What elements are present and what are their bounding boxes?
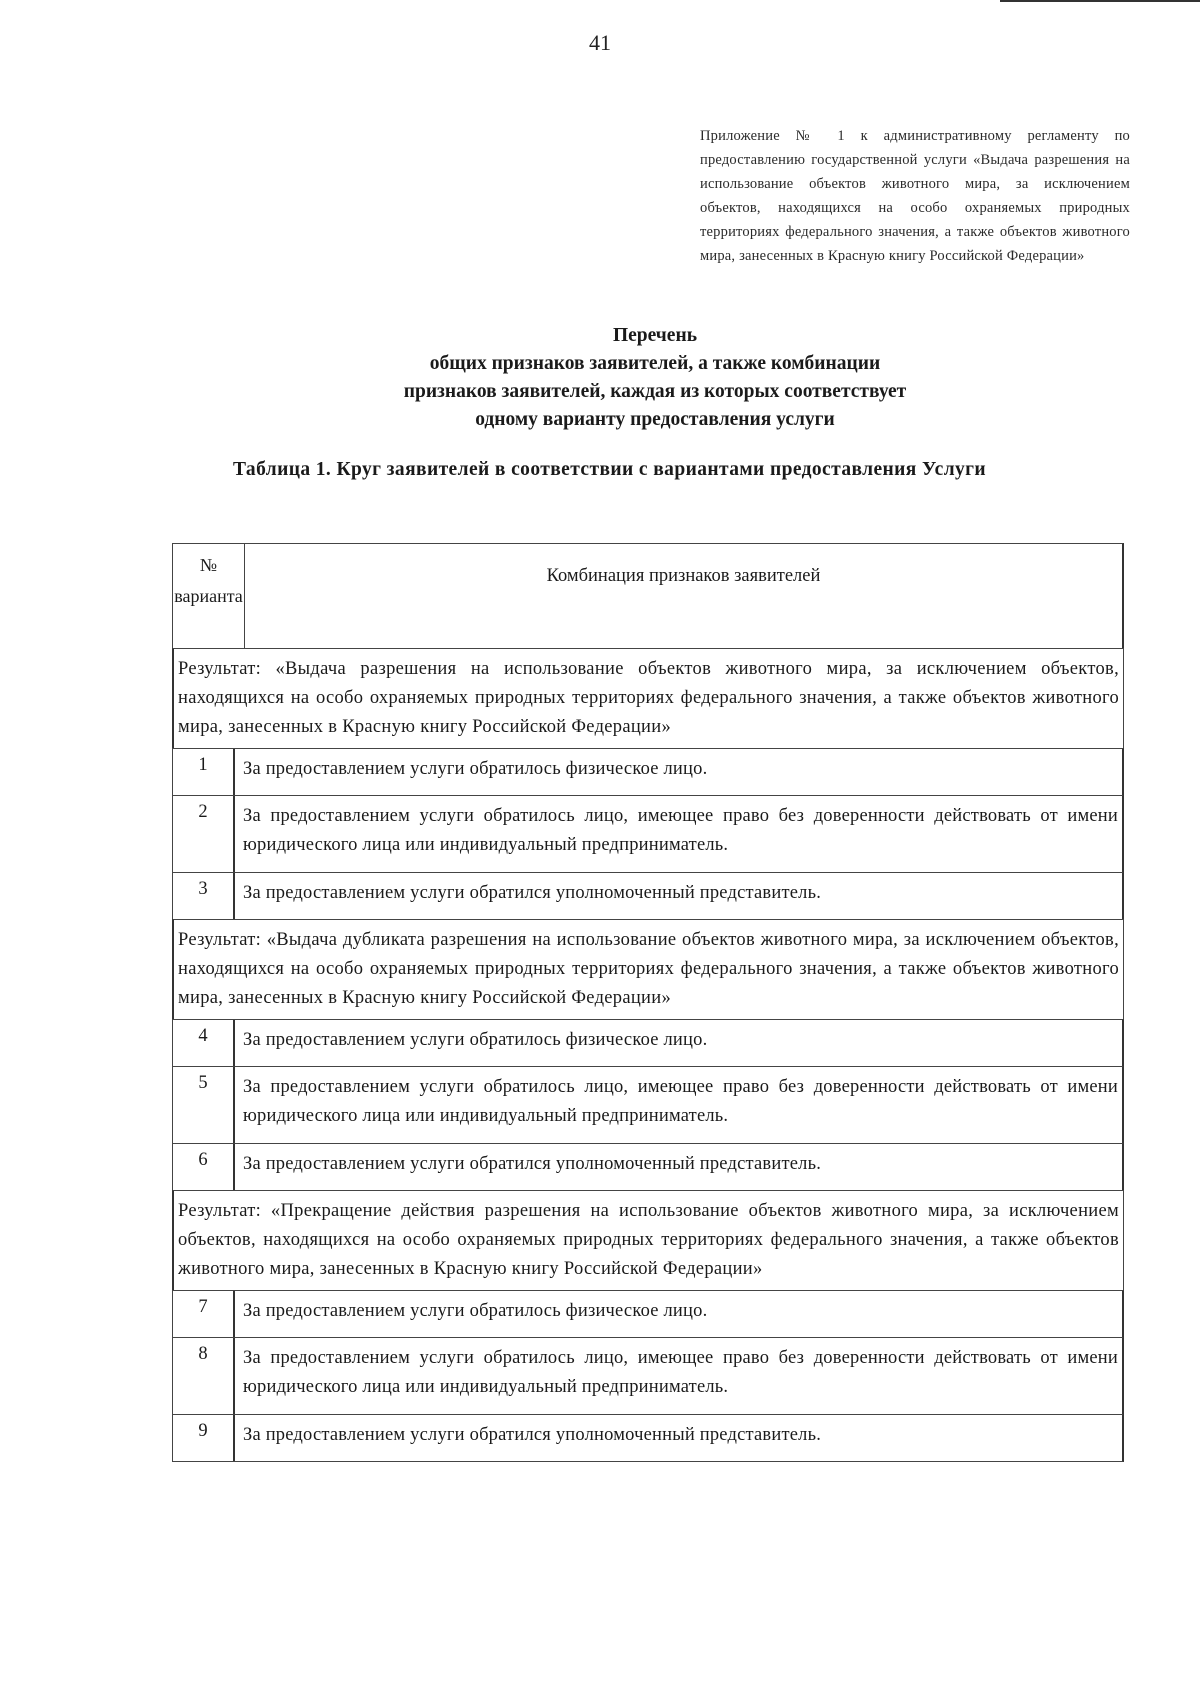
table-row (172, 1290, 1124, 1337)
table-row (172, 1143, 1124, 1190)
result-row-2: Результат: «Выдача дубликата разрешения на использование объектов животного мира, за исключением объектов, находящихся на особо охраняемых природных территориях федерального значения, а также объектов животного мира, занесенных в Красную книгу Российской Федерации» (172, 919, 1124, 1019)
table-row (172, 872, 1124, 919)
variant-number: 9 (173, 1415, 235, 1461)
table-row (172, 1337, 1124, 1414)
heading-line-4: одному варианту предоставления услуги (475, 409, 835, 430)
result-row-1: Результат: «Выдача разрешения на использование объектов животного мира, за исключением объектов, находящихся на особо охраняемых природных территориях федерального значения, а также объектов животного мира, занесенных в Красную книгу Российской Федерации» (172, 648, 1124, 748)
table-row (172, 795, 1124, 872)
table-header-row (172, 543, 1124, 648)
table-row (172, 748, 1124, 795)
variant-number: 1 (173, 749, 235, 795)
variant-number: 8 (173, 1338, 235, 1414)
header-combination: Комбинация признаков заявителей (546, 566, 821, 586)
table-caption: Таблица 1. Круг заявителей в соответствии с вариантами предоставления Услуги (233, 459, 987, 480)
variant-number: 7 (173, 1291, 235, 1337)
variant-text: За предоставлением услуги обратился уполномоченный представитель. (243, 883, 822, 903)
top-edge-rule (1000, 0, 1200, 2)
variant-text: За предоставлением услуги обратилось физическое лицо. (243, 1301, 708, 1321)
applicants-table (172, 543, 1124, 1462)
variant-text: За предоставлением услуги обратилось лицо, имеющее право без доверенности действовать от имени юридического лица или индивидуальный предприниматель. (243, 1077, 1118, 1126)
variant-number: 4 (173, 1020, 235, 1066)
variant-text: За предоставлением услуги обратилось физическое лицо. (243, 759, 708, 779)
heading-line-2: общих признаков заявителей, а также комбинации (429, 353, 881, 374)
variant-number: 5 (173, 1067, 235, 1143)
document-heading (200, 322, 1110, 434)
header-variant-number: № варианта (173, 544, 245, 648)
variant-number: 3 (173, 873, 235, 919)
variant-text: За предоставлением услуги обратилось физическое лицо. (243, 1030, 708, 1050)
variant-text: За предоставлением услуги обратился уполномоченный представитель. (243, 1154, 822, 1174)
variant-text: За предоставлением услуги обратилось лицо, имеющее право без доверенности действовать от имени юридического лица или индивидуальный предприниматель. (243, 1348, 1118, 1397)
page-number: 41 (589, 30, 611, 55)
variant-number: 6 (173, 1144, 235, 1190)
table-row (172, 1066, 1124, 1143)
variant-number: 2 (173, 796, 235, 872)
heading-line-1: Перечень (612, 325, 698, 346)
variant-text: За предоставлением услуги обратился уполномоченный представитель. (243, 1425, 822, 1445)
variant-text: За предоставлением услуги обратилось лицо, имеющее право без доверенности действовать от имени юридического лица или индивидуальный предприниматель. (243, 806, 1118, 855)
table-row (172, 1414, 1124, 1462)
annex-note: Приложение № 1 к административному регламенту по предоставлению государственной услуги «Выдача разрешения на использование объектов животного мира, за исключением объектов, находящихся на особо охраняемых природных территориях федерального значения, а также объектов животного мира, занесенных в Красную книгу Российской Федерации» (700, 128, 1130, 264)
heading-line-3: признаков заявителей, каждая из которых соответствует (403, 381, 907, 402)
result-row-3: Результат: «Прекращение действия разрешения на использование объектов животного мира, за исключением объектов, находящихся на особо охраняемых природных территориях федерального значения, а также объектов животного мира, занесенных в Красную книгу Российской Федерации» (172, 1190, 1124, 1290)
table-row (172, 1019, 1124, 1066)
